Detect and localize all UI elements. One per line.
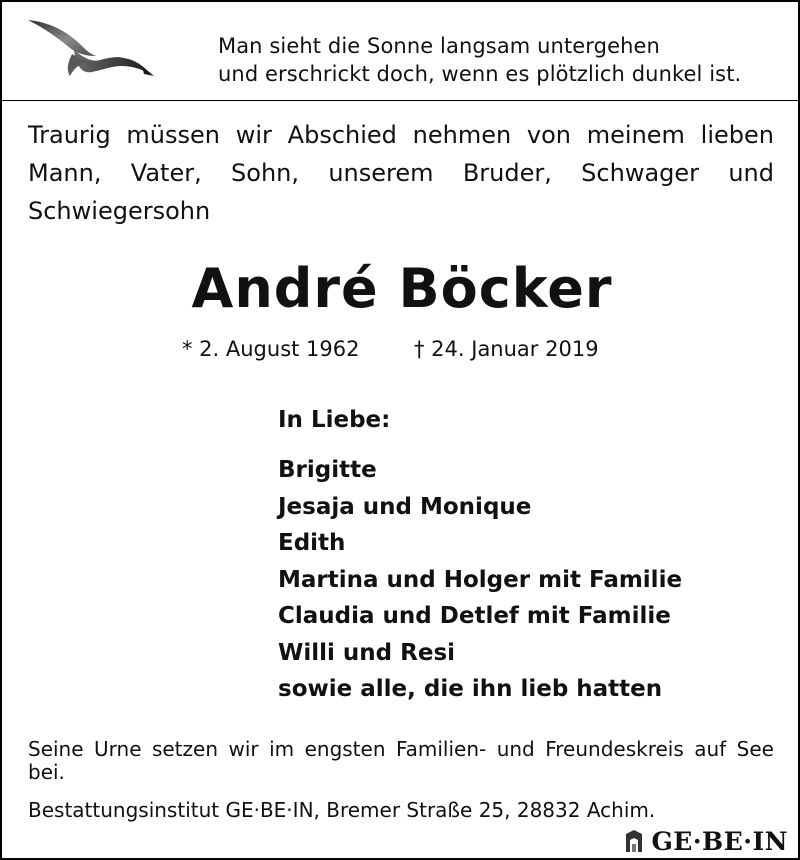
burial-note: Seine Urne setzen wir im engsten Familien- und Freundeskreis auf See bei. [28,737,774,784]
mourners-lead: In Liebe: [278,407,391,433]
poem-line-2: und erschrickt doch, wenn es plötzlich dunkel ist. [218,62,742,86]
death-date: † 24. Januar 2019 [414,337,599,361]
mourner-name: Edith [278,530,346,556]
mourner-name: Brigitte [278,457,377,483]
mourner-name: sowie alle, die ihn lieb hatten [278,676,663,702]
gebein-logo-mark-icon [623,828,645,854]
intro-text: Traurig müssen wir Abschied nehmen von meinem lieben Mann, Vater, Sohn, unserem Bruder, Schwager und Schwiegersohn [28,121,774,225]
header-divider [2,100,798,101]
poem-quote [218,32,741,88]
funeral-home-address: Bestattungsinstitut GE·BE·IN, Bremer Straße 25, 28832 Achim. [28,798,656,822]
mourner-name: Martina und Holger mit Familie [278,566,683,593]
gebein-logo [623,826,788,856]
mourner-name: Willi und Resi [278,639,456,666]
poem-line-1: Man sieht die Sonne langsam untergehen [218,34,660,58]
mourner-name: Jesaja und Monique [278,493,532,520]
mourners-list [278,402,682,708]
mourner-name: Claudia und Detlef mit Familie [278,603,671,629]
deceased-name: André Böcker [191,257,613,320]
birth-date: * 2. August 1962 [182,337,360,361]
gebein-logo-text: GE·BE·IN [651,826,788,856]
seagull-illustration [26,16,156,82]
